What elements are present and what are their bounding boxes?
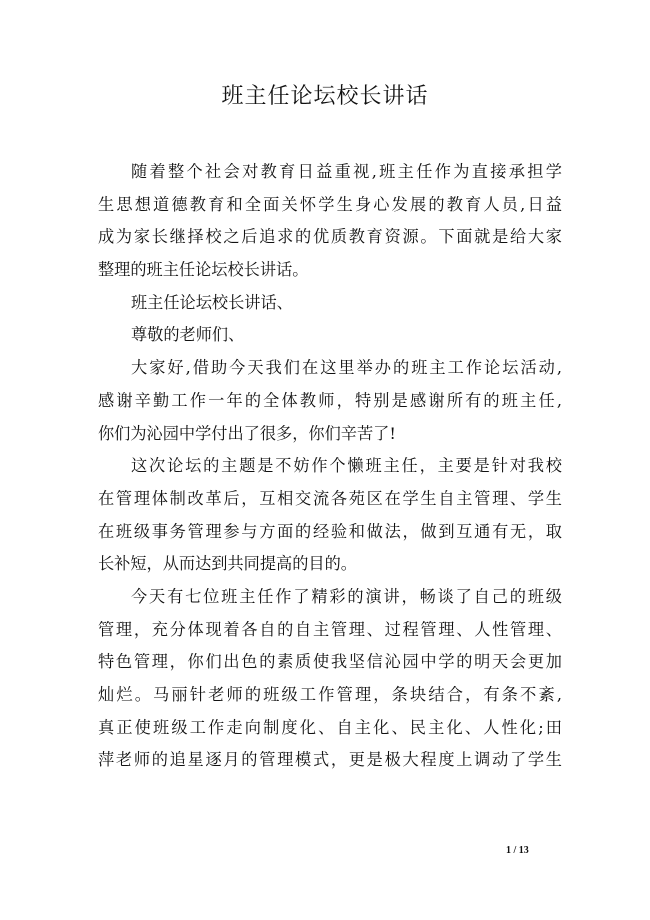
text-line: 随着整个社会对教育日益重视,班主任作为直接承担学 xyxy=(131,162,562,181)
text-line: 整理的班主任论坛校长讲话。 xyxy=(98,260,309,280)
document-body xyxy=(98,156,562,777)
text-line: 你们为沁园中学付出了很多，你们辛苦了! xyxy=(98,423,396,443)
text-line: 灿烂。马丽针老师的班级工作管理，条块结合，有条不紊, xyxy=(98,685,562,704)
text-line: 感谢辛勤工作一年的全体教师，特别是感谢所有的班主任, xyxy=(98,390,562,410)
text-line: 特色管理，你们出色的素质使我坚信沁园中学的明天会更加 xyxy=(98,652,562,672)
text-line: 长补短，从而达到共同提高的目的。 xyxy=(98,554,357,574)
text-line: 在班级事务管理参与方面的经验和做法，做到互通有无，取 xyxy=(98,521,562,541)
text-line: 大家好,借助今天我们在这里举办的班主工作论坛活动, xyxy=(131,358,562,378)
text-line: 成为家长继择校之后追求的优质教育资源。下面就是给大家 xyxy=(98,227,562,247)
text-line: 班主任论坛校长讲话、 xyxy=(131,292,293,312)
text-line: 生思想道德教育和全面关怀学生身心发展的教育人员,日益 xyxy=(98,194,562,214)
document-title: 班主任论坛校长讲话 xyxy=(221,84,429,109)
text-line: 尊敬的老师们、 xyxy=(131,325,245,345)
text-line: 今天有七位班主任作了精彩的演讲，畅谈了自己的班级 xyxy=(131,586,562,606)
text-line: 管理，充分体现着各自的自主管理、过程管理、人性管理、 xyxy=(98,619,562,639)
text-line: 真正使班级工作走向制度化、自主化、民主化、人性化;田 xyxy=(98,717,562,737)
page-number: 1 / 13 xyxy=(506,845,529,856)
text-line: 萍老师的追星逐月的管理模式，更是极大程度上调动了学生 xyxy=(98,750,562,770)
text-line: 这次论坛的主题是不妨作个懒班主任，主要是针对我校 xyxy=(131,456,562,476)
text-line: 在管理体制改革后，互相交流各苑区在学生自主管理、学生 xyxy=(98,488,562,508)
